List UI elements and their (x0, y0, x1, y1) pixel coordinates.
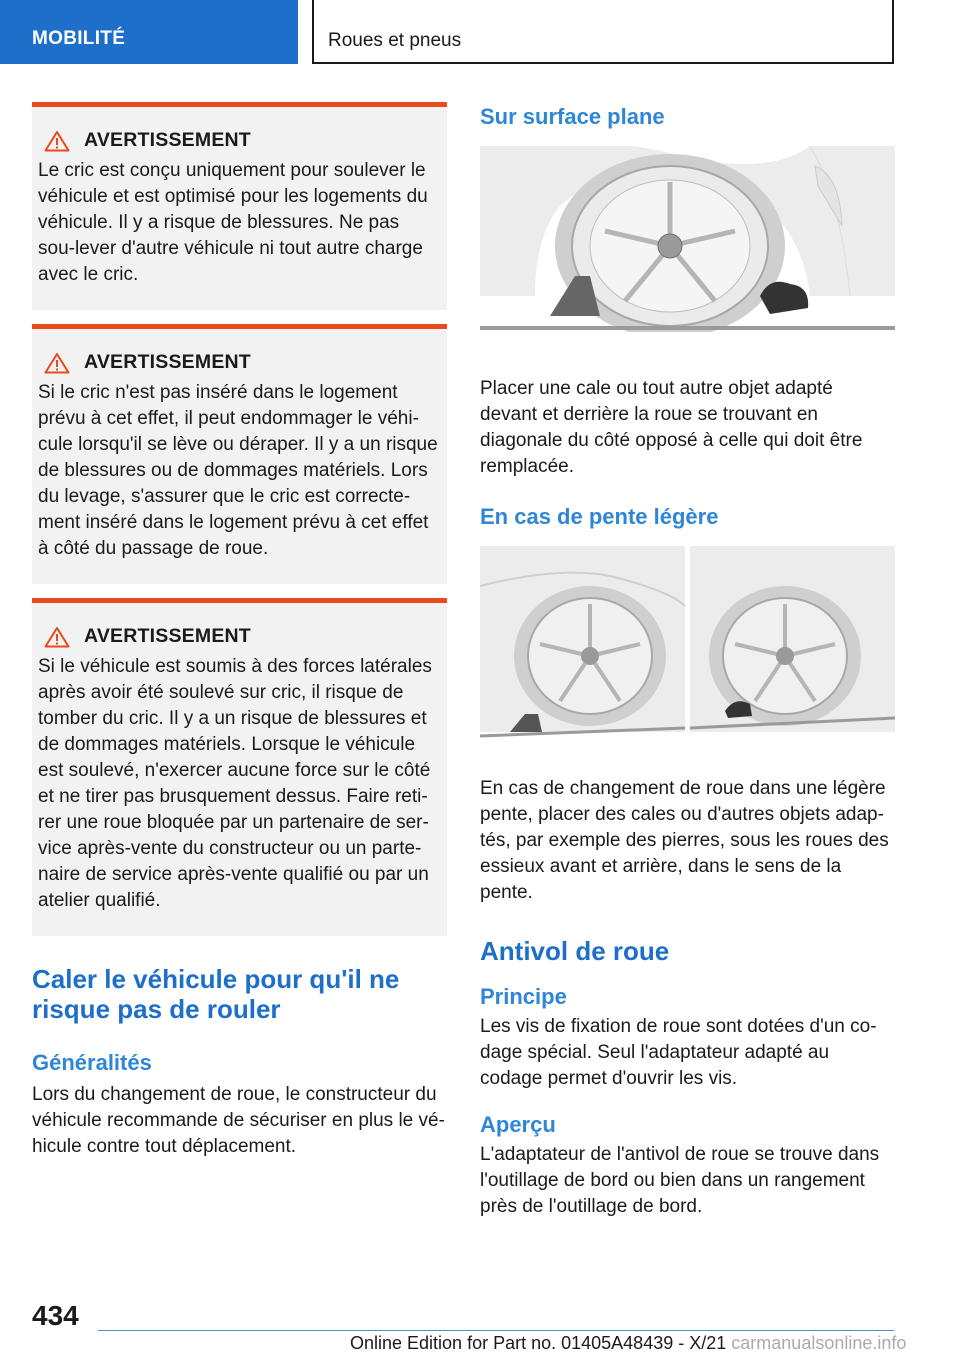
paragraph-generalites: Lors du changement de roue, le constructeur du véhicule recommande de sécuriser en plus le vé-hicule contre tout déplacement. (32, 1084, 445, 1157)
paragraph-flat: Placer une cale ou tout autre objet adapté devant et derrière la roue se trouvant en diagonale du côté opposé à celle qui doit être remplacée. (480, 378, 863, 477)
warning-title: AVERTISSEMENT (84, 129, 251, 151)
footer-divider (98, 1330, 894, 1331)
section-heading-antivol: Antivol de roue (480, 936, 670, 966)
subheading-flat: Sur surface plane (480, 104, 665, 129)
section-tab (0, 0, 298, 64)
warning-box (32, 324, 447, 584)
paragraph-principe: Les vis de fixation de roue sont dotées d'un co-dage spécial. Seul l'adaptateur adapté au codage permet d'ouvrir les vis. (480, 1016, 877, 1089)
right-column (480, 102, 895, 1220)
warning-triangle-icon (44, 352, 70, 374)
watermark: carmanualsonline.info (731, 1333, 907, 1353)
paragraph-apercu: L'adaptateur de l'antivol de roue se trouve dans l'outillage de bord ou bien dans un rangement près de l'outillage de bord. (480, 1144, 880, 1217)
warning-title: AVERTISSEMENT (84, 625, 251, 647)
chapter-title: Roues et pneus (328, 30, 462, 51)
subheading-principe: Principe (480, 984, 567, 1009)
section-heading: Caler le véhicule pour qu'il ne risque pas de rouler (32, 964, 400, 1024)
chapter-header (312, 0, 894, 64)
subheading-generalites: Généralités (32, 1050, 152, 1075)
paragraph-slope: En cas de changement de roue dans une légère pente, placer des cales ou d'autres objets adap-tés, par exemple des pierres, sous les roues des essieux avant et arrière, dans le sens de la pente. (480, 778, 889, 903)
warning-triangle-icon (44, 130, 70, 152)
warning-box (32, 598, 447, 936)
warning-box (32, 102, 447, 310)
edition-text: Online Edition for Part no. 01405A48439 - X/21 (350, 1333, 727, 1353)
figure-flat-surface (480, 146, 895, 332)
warning-text: Le cric est conçu uniquement pour soulever le véhicule et est optimisé pour les logements du véhicule. Il y a risque de blessures. Ne pas sou-lever d'autre véhicule ni tout autre charge avec le cric. (38, 160, 428, 285)
section-title: MOBILITÉ (32, 28, 126, 49)
subheading-apercu: Aperçu (480, 1112, 556, 1137)
subheading-slope: En cas de pente légère (480, 504, 719, 529)
page-number: 434 (32, 1300, 79, 1331)
figure-slope (480, 546, 895, 746)
slope-wheels-illustration (480, 546, 895, 746)
warning-text: Si le véhicule est soumis à des forces latérales après avoir été soulevé sur cric, il risque de tomber du cric. Il y a un risque de blessures et de dommages matériels. Lorsque le véhicule est soulevé, n'exercer aucune force sur le côté et ne tirer pas brusquement dessus. Faire reti-rer une roue bloquée par un partenaire de ser-vice après-vente du constructeur ou un parte-naire de service après-vente qualifié ou par un atelier qualifié. (38, 656, 432, 911)
warning-triangle-icon (44, 626, 70, 648)
left-column (32, 102, 447, 1160)
car-wheel-chock-illustration (480, 146, 895, 332)
footer-edition (350, 1333, 906, 1354)
warning-text: Si le cric n'est pas inséré dans le logement prévu à cet effet, il peut endommager le véhi-cule lorsqu'il se lève ou déraper. Il y a un risque de blessures ou de dommages matériels. Lors du levage, s'assurer que le cric est correcte-ment inséré dans le logement prévu à cet effet à côté du passage de roue. (38, 382, 438, 559)
warning-title: AVERTISSEMENT (84, 351, 251, 373)
